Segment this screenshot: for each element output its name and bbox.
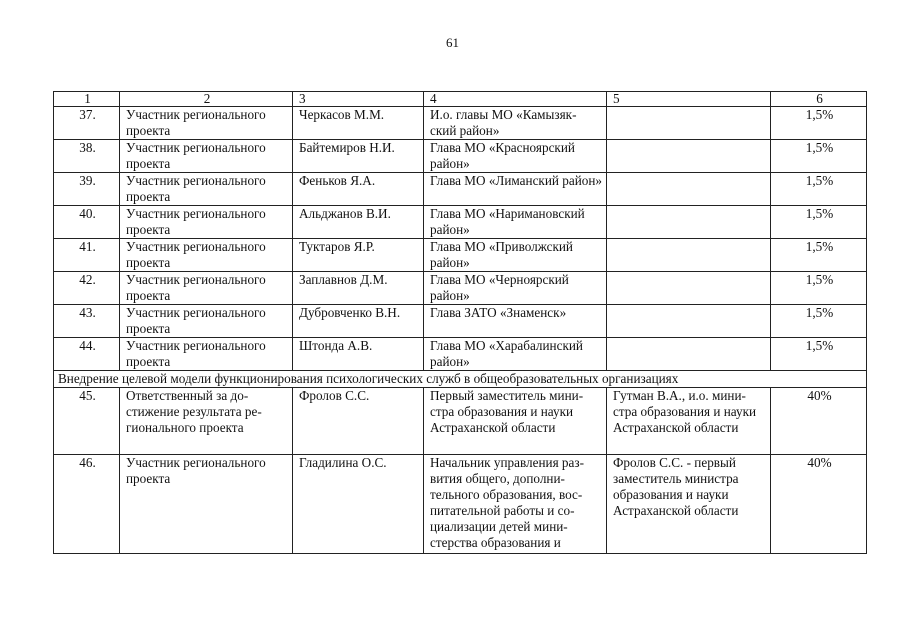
row-superior: [607, 140, 771, 173]
row-name: Феньков Я.А.: [293, 173, 424, 206]
column-header-2: 2: [120, 92, 293, 107]
column-header-6: 6: [771, 92, 867, 107]
table-row: [54, 173, 867, 206]
row-position: Глава ЗАТО «Знаменск»: [424, 305, 607, 338]
row-number: 39.: [54, 173, 120, 206]
row-position: Глава МО «Приволжский район»: [424, 239, 607, 272]
row-role: Участник регионального проекта: [120, 173, 293, 206]
row-position: Глава МО «Наримановский район»: [424, 206, 607, 239]
table-row: [54, 239, 867, 272]
table-row: [54, 272, 867, 305]
row-number: 43.: [54, 305, 120, 338]
table-row: [54, 305, 867, 338]
column-header-1: 1: [54, 92, 120, 107]
row-share: 1,5%: [771, 107, 867, 140]
row-number: 40.: [54, 206, 120, 239]
row-number: 38.: [54, 140, 120, 173]
table-row: [54, 388, 867, 455]
section-row: [54, 371, 867, 388]
row-role: Участник регионального проекта: [120, 107, 293, 140]
row-name: Черкасов М.М.: [293, 107, 424, 140]
row-number: 44.: [54, 338, 120, 371]
row-role: Ответственный за до-стижение результата ре-гионального проекта: [120, 388, 293, 455]
row-number: 45.: [54, 388, 120, 455]
row-role: Участник регионального проекта: [120, 239, 293, 272]
row-superior: [607, 173, 771, 206]
row-position: Глава МО «Красноярский район»: [424, 140, 607, 173]
row-name: Байтемиров Н.И.: [293, 140, 424, 173]
row-position: Глава МО «Черноярский район»: [424, 272, 607, 305]
row-name: Штонда А.В.: [293, 338, 424, 371]
row-role: Участник регионального проекта: [120, 206, 293, 239]
page-number: 61: [446, 35, 459, 50]
row-role: Участник регионального проекта: [120, 305, 293, 338]
row-number: 46.: [54, 455, 120, 554]
row-superior: [607, 239, 771, 272]
row-position: Глава МО «Харабалинский район»: [424, 338, 607, 371]
table-row: [54, 455, 867, 554]
row-share: 1,5%: [771, 206, 867, 239]
row-position: Глава МО «Лиманский район»: [424, 173, 607, 206]
row-role: Участник регионального проекта: [120, 455, 293, 554]
row-superior: [607, 338, 771, 371]
row-role: Участник регионального проекта: [120, 140, 293, 173]
row-role: Участник регионального проекта: [120, 338, 293, 371]
row-share: 40%: [771, 388, 867, 455]
row-name: Гладилина О.С.: [293, 455, 424, 554]
row-share: 1,5%: [771, 140, 867, 173]
table-row: [54, 107, 867, 140]
table-header-row: [54, 92, 867, 107]
row-name: Заплавнов Д.М.: [293, 272, 424, 305]
row-role: Участник регионального проекта: [120, 272, 293, 305]
section-title: Внедрение целевой модели функционирования психологических служб в общеобразовательных организациях: [54, 371, 867, 388]
project-participants-table: [53, 91, 867, 554]
row-share: 1,5%: [771, 305, 867, 338]
row-name: Туктаров Я.Р.: [293, 239, 424, 272]
column-header-4: 4: [424, 92, 607, 107]
row-number: 37.: [54, 107, 120, 140]
table-row: [54, 140, 867, 173]
column-header-3: 3: [293, 92, 424, 107]
row-position: Первый заместитель мини-стра образования и науки Астраханской области: [424, 388, 607, 455]
row-share: 1,5%: [771, 173, 867, 206]
row-number: 42.: [54, 272, 120, 305]
row-superior: [607, 206, 771, 239]
row-superior: [607, 107, 771, 140]
row-superior: Фролов С.С. - первый заместитель министра образования и науки Астраханской области: [607, 455, 771, 554]
row-share: 1,5%: [771, 272, 867, 305]
row-superior: [607, 305, 771, 338]
row-position: И.о. главы МО «Камызяк-ский район»: [424, 107, 607, 140]
column-header-5: 5: [607, 92, 771, 107]
row-superior: Гутман В.А., и.о. мини-стра образования и науки Астраханской области: [607, 388, 771, 455]
row-name: Фролов С.С.: [293, 388, 424, 455]
row-name: Дубровченко В.Н.: [293, 305, 424, 338]
table-row: [54, 338, 867, 371]
table-row: [54, 206, 867, 239]
row-number: 41.: [54, 239, 120, 272]
row-position: Начальник управления раз-вития общего, дополни-тельного образования, вос-питательной работы и со-циализации детей мини-стерства образования и: [424, 455, 607, 554]
row-share: 40%: [771, 455, 867, 554]
row-share: 1,5%: [771, 338, 867, 371]
row-share: 1,5%: [771, 239, 867, 272]
row-name: Альджанов В.И.: [293, 206, 424, 239]
row-superior: [607, 272, 771, 305]
